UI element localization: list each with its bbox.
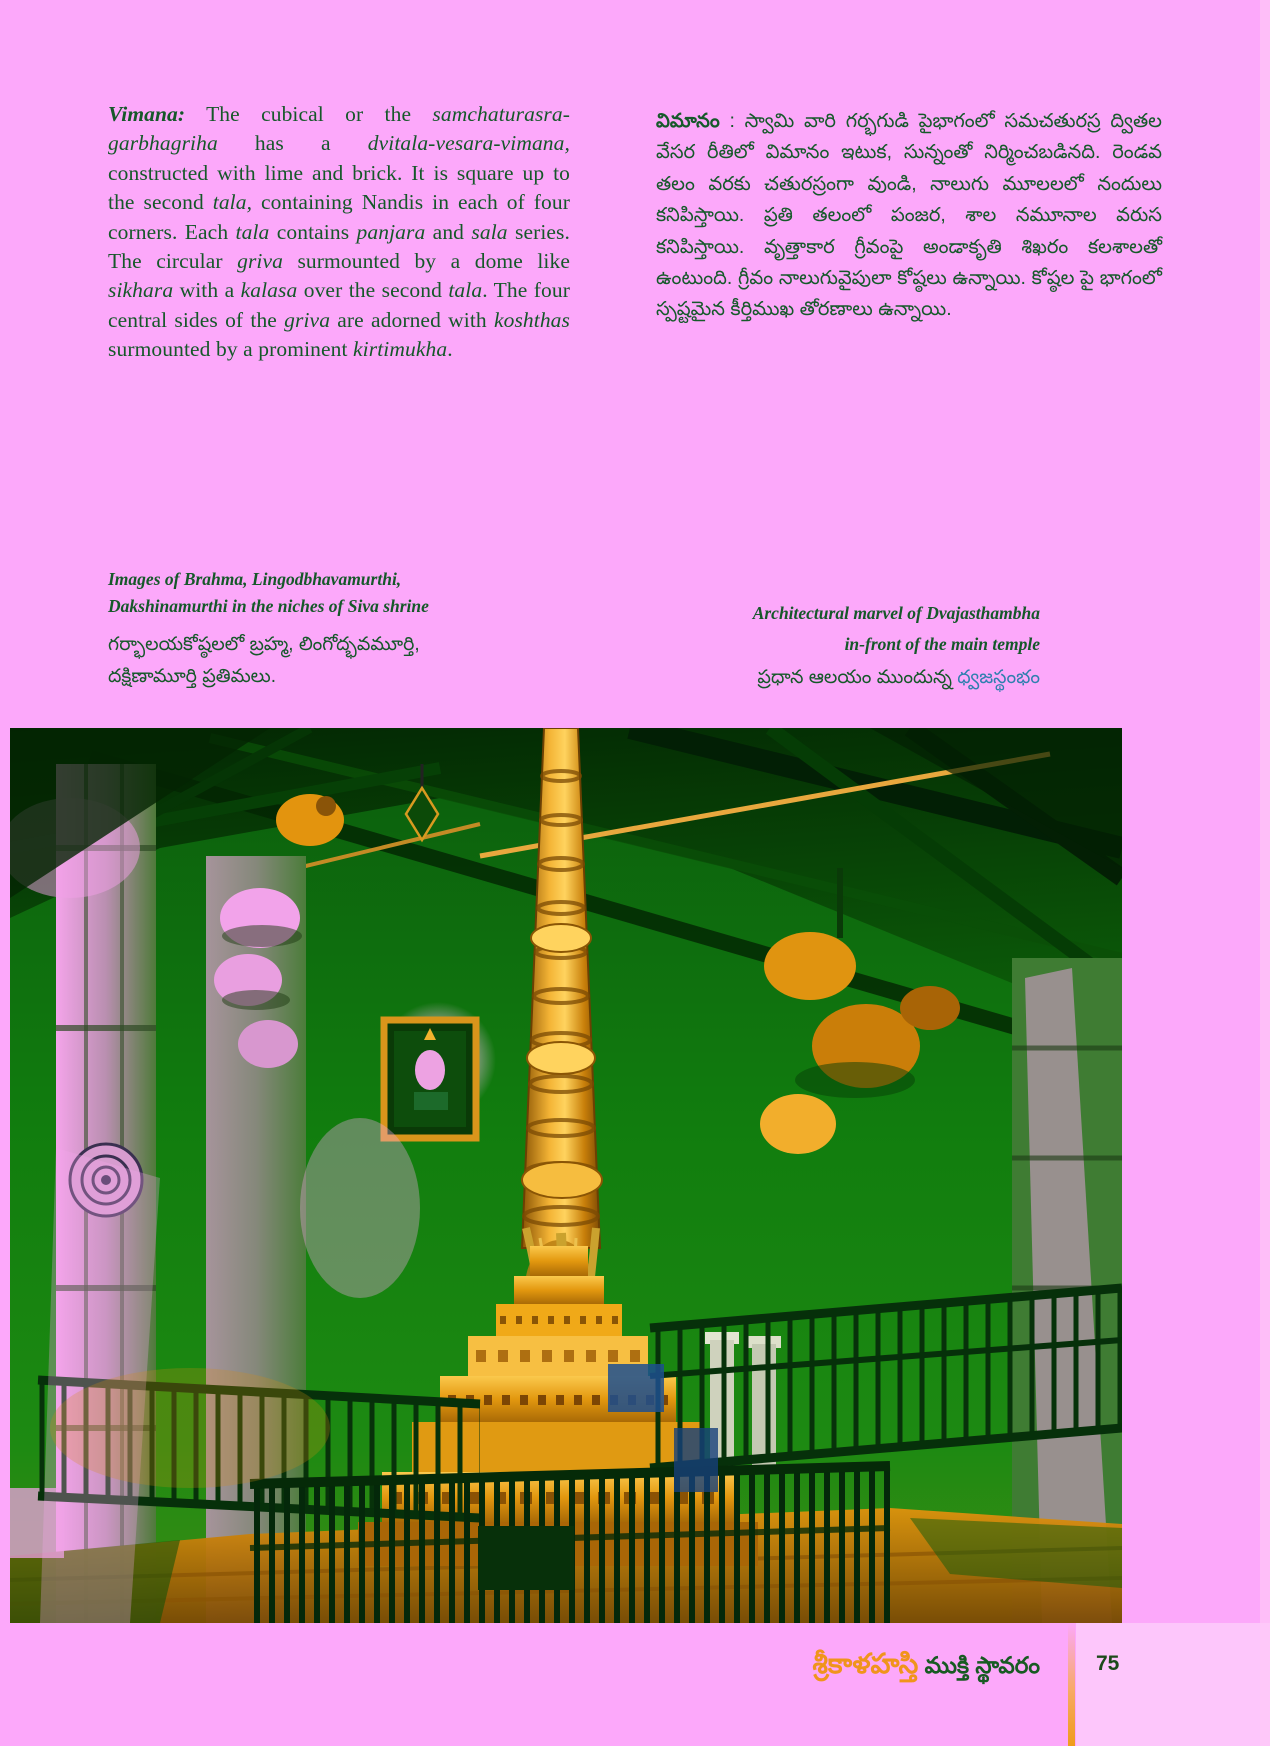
telugu-paragraph-lead: విమానం	[656, 110, 720, 132]
caption-right-telugu-highlight: ధ్వజస్థంభం	[957, 667, 1040, 688]
caption-right-english-line1: Architectural marvel of Dvajasthambha	[752, 603, 1040, 623]
temple-photo-illustration	[10, 728, 1122, 1623]
footer-panel	[1076, 1623, 1270, 1746]
footer-title-green: ముక్తి స్థావరం	[918, 1652, 1040, 1678]
blue-panel	[608, 1364, 664, 1412]
telugu-paragraph-body: : స్వామి వారి గర్భగుడి పైభాగంలో సమచతురస్ర ద్వితల వేసర రీతిలో విమానం ఇటుక, సున్నంతో నిర్మించబడినది. రెండవ తలం వరకు చతురస్రంగా వుండి, నాలుగు మూలలలో నందులు కనిపిస్తాయి. ప్రతి తలంలో పంజర, శాల నమూనాల వరుస కనిపిస్తాయి. వృత్తాకార గ్రీవంపై అండాకృతి శిఖరం కలశాలతో ఉంటుంది. గ్రీవం నాలుగువైపులా కోష్ఠలు ఉన్నాయి. కోష్ఠల పై భాగంలో స్పష్టమైన కీర్తిముఖ తోరణాలు ఉన్నాయి.	[656, 110, 1162, 321]
caption-left-english-line2: Dakshinamurthi in the niches of Siva shrine	[108, 595, 429, 616]
footer-book-title	[560, 1648, 1040, 1687]
telugu-paragraph	[656, 106, 1162, 326]
footer-divider-bar	[1068, 1623, 1075, 1746]
footer-title-orange: శ్రీకాళహస్తి	[812, 1648, 919, 1679]
framed-deity-picture	[384, 1020, 476, 1138]
caption-left-telugu-line2: దక్షిణామూర్తి ప్రతిమలు.	[108, 666, 277, 687]
caption-right	[560, 598, 1040, 694]
english-paragraph: Vimana: The cubical or the samchaturasra-garbhagriha has a dvitala-vesara-vimana, constructed with lime and brick. It is square up to the second tala, containing Nandis in each of four corners. Each tala contains panjara and sala series. The circular griva surmounted by a dome like sikhara with a kalasa over the second tala. The four central sides of the griva are adorned with koshthas surmounted by a prominent kirtimukha.	[108, 102, 571, 362]
caption-left	[108, 566, 508, 693]
caption-right-english-line2: in-front of the main temple	[844, 634, 1040, 654]
caption-left-english-line1: Images of Brahma, Lingodbhavamurthi,	[108, 569, 402, 589]
page-edge-highlight	[1260, 0, 1270, 1746]
caption-right-telugu-prefix: ప్రధాన ఆలయం ముందున్న	[757, 667, 958, 688]
lion-gargoyle	[276, 794, 344, 846]
caption-right-telugu	[560, 662, 1040, 694]
page-number: 75	[1096, 1652, 1120, 1675]
temple-interior-photo	[10, 728, 1122, 1623]
caption-left-telugu-line1: గర్భాలయకోష్ఠలలో బ్రహ్మ, లింగోద్భవమూర్తి,	[108, 634, 420, 655]
blue-panel-small	[674, 1428, 718, 1492]
